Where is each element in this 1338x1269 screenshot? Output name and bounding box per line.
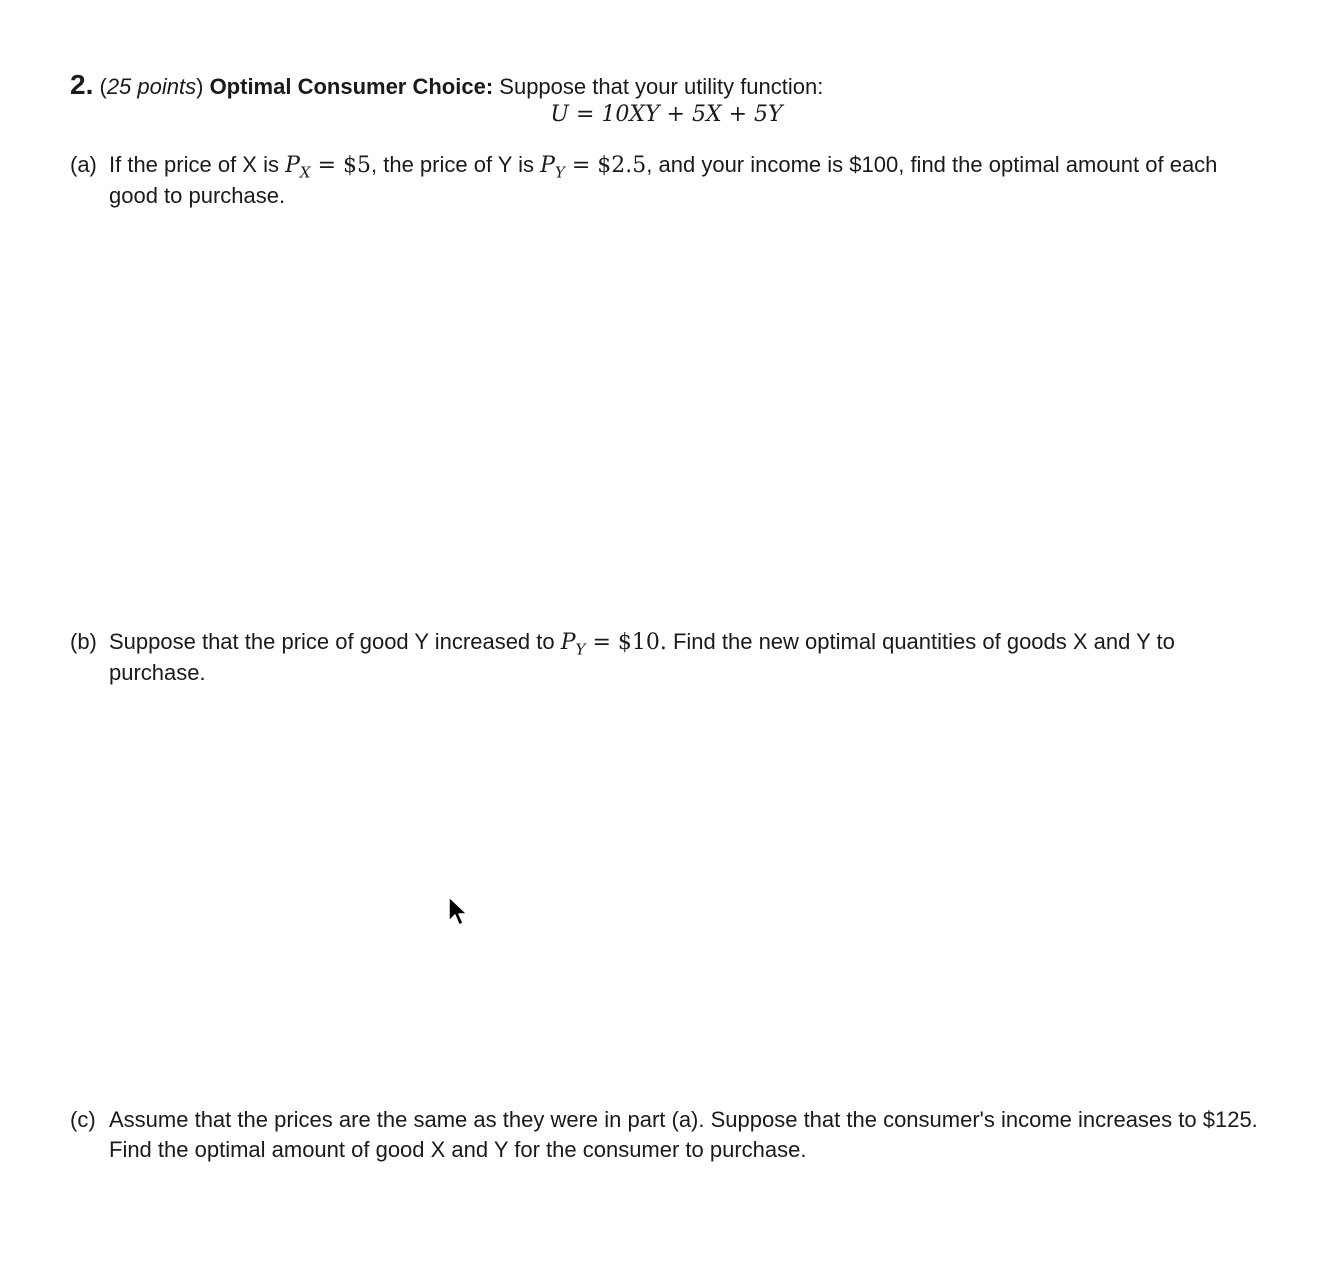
utility-equation-text: U = 10XY + 5X + 5Y xyxy=(550,102,783,127)
part-c xyxy=(70,1105,1270,1165)
price-y-math: $P_Y$ = $2.5 xyxy=(540,153,647,182)
part-a-label: (a) xyxy=(70,152,97,177)
part-c-label: (c) xyxy=(70,1107,96,1132)
new-price-y-math: $P_Y$ = $10. xyxy=(560,630,667,659)
question-intro: Suppose that your utility function: xyxy=(499,74,824,99)
part-b-text: Suppose that the price of good Y increased to $P_Y$ = $10. Find the new optimal quantities of goods X and Y to purchase. xyxy=(109,629,1175,685)
part-a-text: If the price of X is $P_X$ = $5, the price of Y is $P_Y$ = $2.5, and your income is $100, find the optimal amount of each good to purchase. xyxy=(109,152,1218,208)
part-b xyxy=(70,627,1270,688)
question-number: 2. xyxy=(70,69,94,100)
question-title: Optimal Consumer Choice: xyxy=(209,74,494,99)
part-a xyxy=(70,150,1270,211)
utility-equation xyxy=(0,100,1338,130)
mouse-pointer-icon xyxy=(447,895,471,931)
question-header xyxy=(70,70,823,102)
part-c-text: Assume that the prices are the same as they were in part (a). Suppose that the consumer's income increases to $125. Find the optimal amount of good X and Y for the consumer to purchase. xyxy=(109,1107,1258,1162)
points-open: ( xyxy=(99,74,107,99)
part-b-label: (b) xyxy=(70,629,97,654)
question-points: 25 points xyxy=(106,74,197,99)
points-close: ) xyxy=(196,74,204,99)
price-x-math: $P_X$ = $5 xyxy=(285,153,371,182)
